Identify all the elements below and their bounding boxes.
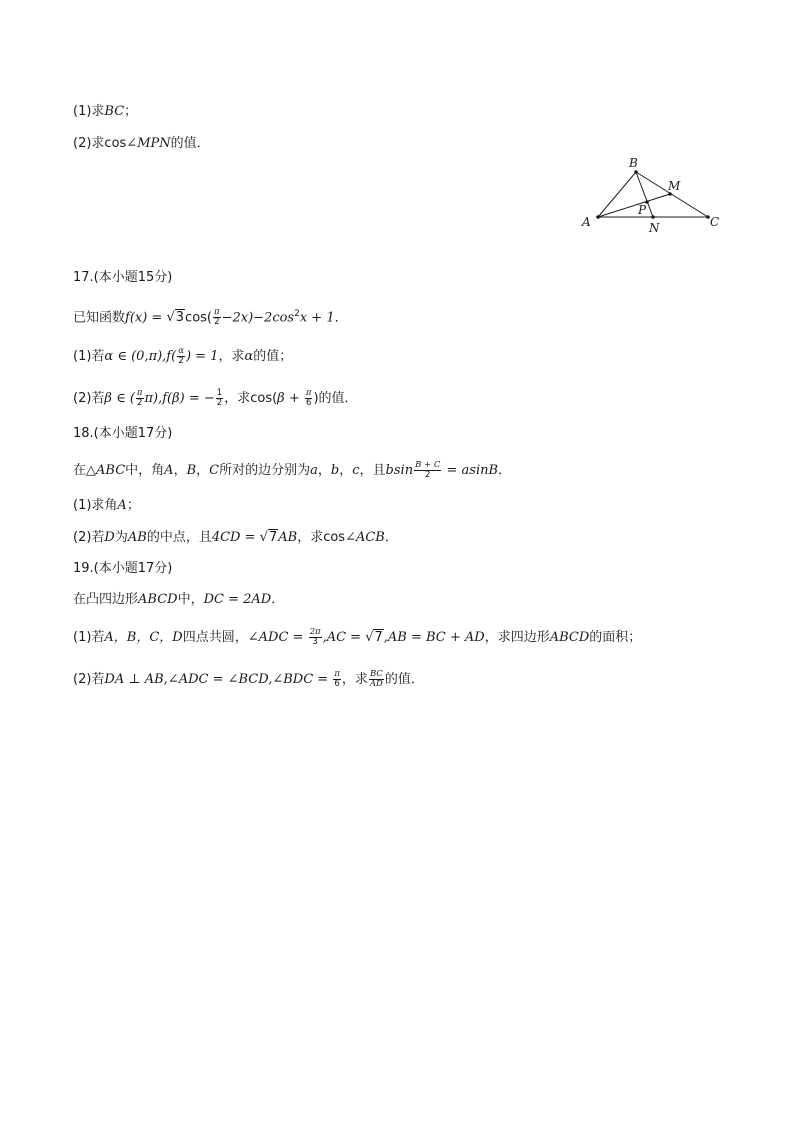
q19-stem-eq: DC = 2AD <box>203 592 272 607</box>
frac-bc-over-ad <box>369 670 384 689</box>
q18-part2-suffix: ． <box>384 530 398 545</box>
frac-1-over-2 <box>216 389 223 408</box>
q17-part2-prefix: (2)若 <box>73 391 105 406</box>
q19-header: 19.(本小题17分) <box>73 561 173 576</box>
q17-part1-prefix: (1)若 <box>73 349 105 364</box>
q19-stem-suffix: ． <box>271 592 285 607</box>
sqrt-3: √3 <box>166 310 185 326</box>
q18-stem-B: B <box>186 463 197 478</box>
q18-part2 <box>73 529 398 547</box>
q18-part1-suffix: ； <box>126 498 140 513</box>
q18-stem-A: A <box>164 463 174 478</box>
q19-part2-frac2-num: BC <box>369 669 383 679</box>
q17-part1-eq: ) = 1 <box>185 349 219 364</box>
q17-part2-cos: cos( <box>250 391 278 406</box>
q18-stem-b: b <box>330 463 340 478</box>
q18-stem-prefix: 在 <box>73 463 87 478</box>
frac-pi-over-2 <box>213 308 221 327</box>
q19-part2-frac-num: π <box>334 669 340 679</box>
q18-stem-rhs: = asinB <box>442 463 499 478</box>
q17-part1-ask: ，求 <box>218 349 245 364</box>
q16-part2 <box>73 135 210 153</box>
q18-part1 <box>73 497 140 515</box>
q19-part1-sqrt: 7 <box>374 630 383 645</box>
q19-stem-prefix: 在凸四边形 <box>73 592 139 607</box>
q19-stem-mid: 中， <box>177 592 204 607</box>
q17-part2-suffix: 的值． <box>318 391 358 406</box>
q17-part2-ask: ，求 <box>224 391 251 406</box>
point-A <box>596 215 600 219</box>
q18-part2-angle: ∠ACB <box>345 530 385 545</box>
q19-stem <box>73 591 284 609</box>
q18-stem-sep1: ， <box>173 463 187 478</box>
q17-part1-frac-num: α <box>178 346 184 356</box>
q18-header: 18.(本小题17分) <box>73 426 173 441</box>
q18-stem-C: C <box>209 463 220 478</box>
q18-part2-ask: ，求 <box>297 530 324 545</box>
q18-stem-suffix: ． <box>498 463 512 478</box>
q18-part2-D: D <box>104 530 115 545</box>
q16-part1-prefix: (1)求 <box>73 104 105 119</box>
q18-stem-mid3: ，且 <box>359 463 386 478</box>
q16-part2-prefix: (2)求 <box>73 136 105 151</box>
q19-part1-ac: ,AC = <box>322 630 366 645</box>
q17-part1-suffix: 的值； <box>253 349 293 364</box>
q16-part1 <box>73 103 137 121</box>
q19-part1-name: ABCD <box>549 630 590 645</box>
q18-stem-frac-num: B + C <box>415 460 441 470</box>
q17-part2-frac3-den: 6 <box>305 398 312 408</box>
q16-part2-suffix: 的值． <box>170 136 210 151</box>
label-B: B <box>629 156 638 170</box>
q18-stem-sep4: ， <box>339 463 353 478</box>
q18-stem-frac-den: 2 <box>425 470 431 480</box>
q18-part2-cos: cos <box>323 530 346 545</box>
q18-part2-mid2: 的中点，且 <box>146 530 212 545</box>
point-N <box>651 215 655 219</box>
q17-part1-frac-den: 2 <box>178 356 184 366</box>
frac-2pi-over-3 <box>309 628 322 647</box>
q17-part2-frac2-den: 2 <box>216 398 223 408</box>
q17-part1-var: α <box>244 349 254 364</box>
point-B <box>634 170 638 174</box>
q18-part2-prefix: (2)若 <box>73 530 105 545</box>
frac-pi-over-6-b <box>333 670 341 689</box>
q18-stem-tri: △ABC <box>86 463 126 478</box>
label-N: N <box>649 221 660 235</box>
q18-part2-sqrt: 7 <box>268 530 278 545</box>
q17-stem-cos2: cos <box>272 310 295 326</box>
label-C: C <box>710 215 720 229</box>
label-P: P <box>638 203 647 217</box>
q19-part1-mid: 四点共圆， <box>182 630 248 645</box>
q16-part2-expr: ∠MPN <box>126 136 171 151</box>
q18-stem <box>73 461 511 480</box>
q17-stem-fx: f(x) = <box>125 310 167 326</box>
q17-stem-sqrt: 3 <box>175 310 185 326</box>
q17-part2-frac1-num: π <box>136 388 143 398</box>
label-M: M <box>668 179 681 193</box>
q17-header: 17.(本小题15分) <box>73 270 173 285</box>
segment-AB <box>598 172 636 217</box>
q17-part2-close: ) <box>313 391 319 406</box>
q17-stem-frac-den: 2 <box>214 317 220 328</box>
q19-part2-ask: ，求 <box>341 672 368 687</box>
q17-stem-prefix: 已知函数 <box>73 310 126 326</box>
q17-stem-suffix: ． <box>334 310 348 326</box>
q17-stem-mid: −2x)−2 <box>221 310 273 326</box>
q17-stem-tail: x + 1 <box>299 310 335 326</box>
q17-part2-frac2-num: 1 <box>216 388 223 398</box>
q16-part2-func: cos <box>104 136 127 151</box>
q18-part1-var: A <box>117 498 127 513</box>
q19-part2-cond: DA ⊥ AB,∠ADC = ∠BCD,∠BDC = <box>104 672 333 687</box>
q18-part2-AB: AB <box>127 530 147 545</box>
frac-alpha-over-2 <box>177 347 185 366</box>
q19-part2 <box>73 670 424 689</box>
frac-pi-over-2-b <box>136 389 144 408</box>
q16-part1-suffix: ； <box>124 104 138 119</box>
q18-part2-rhs: AB <box>278 530 298 545</box>
q19-part2-prefix: (2)若 <box>73 672 105 687</box>
q17-part1-cond: α ∈ (0,π),f( <box>104 349 177 364</box>
q17-stem-cos: cos( <box>185 310 212 326</box>
q19-part1-pts: A，B，C，D <box>104 630 183 645</box>
sqrt-7-b: √7 <box>365 630 383 645</box>
q18-stem-c: c <box>352 463 360 478</box>
q19-part1-suffix: 的面积； <box>589 630 642 645</box>
q17-stem <box>73 305 348 327</box>
label-A: A <box>582 215 591 229</box>
q19-part1-frac-den: 3 <box>312 637 318 647</box>
q19-part1-ask: ，求四边形 <box>484 630 550 645</box>
q19-part2-frac2-den: AD <box>369 679 383 689</box>
q18-stem-sep3: ， <box>317 463 331 478</box>
q17-part2-expr: β + <box>277 391 304 406</box>
q17-part2-cond-b: π),f(β) = − <box>144 391 215 406</box>
q18-stem-a: a <box>310 463 318 478</box>
q17-part2 <box>73 389 358 408</box>
sqrt-7: √7 <box>259 530 278 545</box>
q19-part1-ab: ,AB = BC + AD <box>383 630 485 645</box>
q17-part2-frac1-den: 2 <box>136 398 143 408</box>
q18-stem-mid2: 所对的边分别为 <box>219 463 311 478</box>
q17-part2-cond-a: β ∈ ( <box>104 391 135 406</box>
triangle-figure <box>578 152 728 238</box>
segment-AM <box>598 194 670 217</box>
q18-stem-sep2: ， <box>196 463 210 478</box>
frac-pi-over-6 <box>305 389 313 408</box>
q19-part2-frac-den: 6 <box>334 679 340 689</box>
q18-part1-prefix: (1)求角 <box>73 498 118 513</box>
q18-stem-lhs: bsin <box>385 463 414 478</box>
q16-part1-expr: BC <box>104 104 125 119</box>
q18-stem-mid1: 中，角 <box>125 463 165 478</box>
q18-part2-mid1: 为 <box>114 530 128 545</box>
q18-part2-lhs: 4CD = <box>211 530 260 545</box>
q17-stem-exp: 2 <box>294 309 300 319</box>
q19-part1 <box>73 628 641 647</box>
q19-stem-name: ABCD <box>138 592 178 607</box>
q17-stem-frac-num: π <box>214 307 220 318</box>
q17-part1 <box>73 347 292 366</box>
q19-part2-suffix: 的值． <box>384 672 424 687</box>
q19-part1-frac-num: 2π <box>309 627 321 637</box>
frac-b-plus-c-over-2 <box>414 461 441 480</box>
q19-part1-angle: ∠ADC = <box>247 630 308 645</box>
q17-part2-frac3-num: π <box>305 388 312 398</box>
q19-part1-prefix: (1)若 <box>73 630 105 645</box>
